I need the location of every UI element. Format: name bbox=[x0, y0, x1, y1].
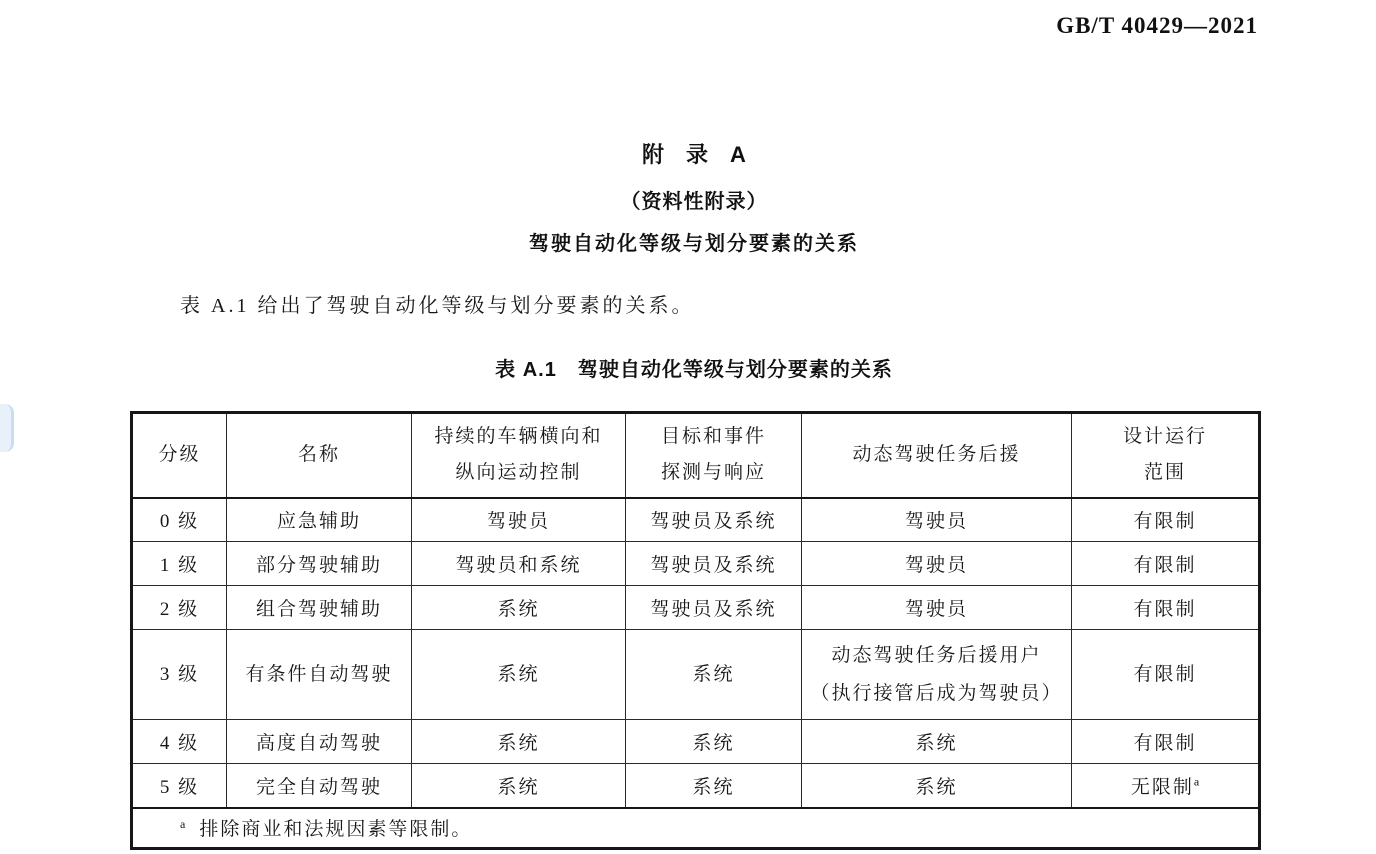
cell-name: 有条件自动驾驶 bbox=[227, 630, 412, 720]
cell-odd: 有限制 bbox=[1072, 630, 1260, 720]
table-header-row bbox=[132, 413, 1260, 498]
cell-fallback: 驾驶员 bbox=[802, 498, 1072, 542]
cell-fallback: 系统 bbox=[802, 720, 1072, 764]
cell-detection: 驾驶员及系统 bbox=[626, 498, 802, 542]
table-footnote bbox=[132, 808, 1260, 849]
standard-number: GB/T 40429—2021 bbox=[1056, 13, 1258, 38]
cell-name: 高度自动驾驶 bbox=[227, 720, 412, 764]
cell-control: 系统 bbox=[412, 764, 626, 808]
table-row-level-3 bbox=[132, 630, 1260, 720]
cell-odd: 有限制 bbox=[1072, 542, 1260, 586]
cell-fallback: 驾驶员 bbox=[802, 586, 1072, 630]
cell-detection: 系统 bbox=[626, 720, 802, 764]
cell-odd: 有限制 bbox=[1072, 720, 1260, 764]
table-footnote-row bbox=[132, 808, 1260, 849]
cell-level: 0 级 bbox=[132, 498, 227, 542]
cell-level: 5 级 bbox=[132, 764, 227, 808]
cell-fallback: 动态驾驶任务后援用户 （执行接管后成为驾驶员） bbox=[802, 630, 1072, 720]
footnote-ref-a: a bbox=[1193, 774, 1200, 789]
automation-levels-table bbox=[130, 411, 1261, 850]
cell-detection: 驾驶员及系统 bbox=[626, 542, 802, 586]
cell-detection: 系统 bbox=[626, 764, 802, 808]
table-row-level-4 bbox=[132, 720, 1260, 764]
cell-detection: 驾驶员及系统 bbox=[626, 586, 802, 630]
cell-name: 组合驾驶辅助 bbox=[227, 586, 412, 630]
table-caption: 表 A.1 驾驶自动化等级与划分要素的关系 bbox=[495, 359, 893, 381]
table-row-level-5 bbox=[132, 764, 1260, 808]
cell-control: 系统 bbox=[412, 630, 626, 720]
appendix-heading: 驾驶自动化等级与划分要素的关系 bbox=[529, 233, 859, 255]
cell-control: 系统 bbox=[412, 720, 626, 764]
table-row-level-1 bbox=[132, 542, 1260, 586]
cell-control: 驾驶员和系统 bbox=[412, 542, 626, 586]
appendix-title-block bbox=[130, 138, 1258, 256]
table-row-level-2 bbox=[132, 586, 1260, 630]
table-row-level-0 bbox=[132, 498, 1260, 542]
col-header-fallback: 动态驾驶任务后援 bbox=[802, 413, 1072, 498]
col-header-level: 分级 bbox=[132, 413, 227, 498]
cell-fallback: 驾驶员 bbox=[802, 542, 1072, 586]
cell-odd: 有限制 bbox=[1072, 498, 1260, 542]
cell-name: 部分驾驶辅助 bbox=[227, 542, 412, 586]
col-header-odd: 设计运行 范围 bbox=[1072, 413, 1260, 498]
intro-paragraph: 表 A.1 给出了驾驶自动化等级与划分要素的关系。 bbox=[180, 295, 695, 317]
appendix-subtitle: （资料性附录） bbox=[620, 191, 768, 213]
cell-control: 系统 bbox=[412, 586, 626, 630]
cell-name: 应急辅助 bbox=[227, 498, 412, 542]
cell-name: 完全自动驾驶 bbox=[227, 764, 412, 808]
cell-detection: 系统 bbox=[626, 630, 802, 720]
col-header-detection: 目标和事件 探测与响应 bbox=[626, 413, 802, 498]
scan-watermark-artifact bbox=[0, 404, 14, 452]
cell-level: 1 级 bbox=[132, 542, 227, 586]
cell-fallback: 系统 bbox=[802, 764, 1072, 808]
cell-odd: 有限制 bbox=[1072, 586, 1260, 630]
cell-odd: 无限制$^a$ bbox=[1072, 764, 1260, 808]
appendix-title: 附 录 A bbox=[642, 142, 746, 167]
page-content bbox=[130, 0, 1258, 850]
col-header-name: 名称 bbox=[227, 413, 412, 498]
footnote-text: 排除商业和法规因素等限制。 bbox=[199, 819, 473, 841]
cell-level: 3 级 bbox=[132, 630, 227, 720]
cell-level: 4 级 bbox=[132, 720, 227, 764]
footnote-marker: a bbox=[180, 816, 186, 831]
cell-control: 驾驶员 bbox=[412, 498, 626, 542]
cell-level: 2 级 bbox=[132, 586, 227, 630]
col-header-control: 持续的车辆横向和 纵向运动控制 bbox=[412, 413, 626, 498]
